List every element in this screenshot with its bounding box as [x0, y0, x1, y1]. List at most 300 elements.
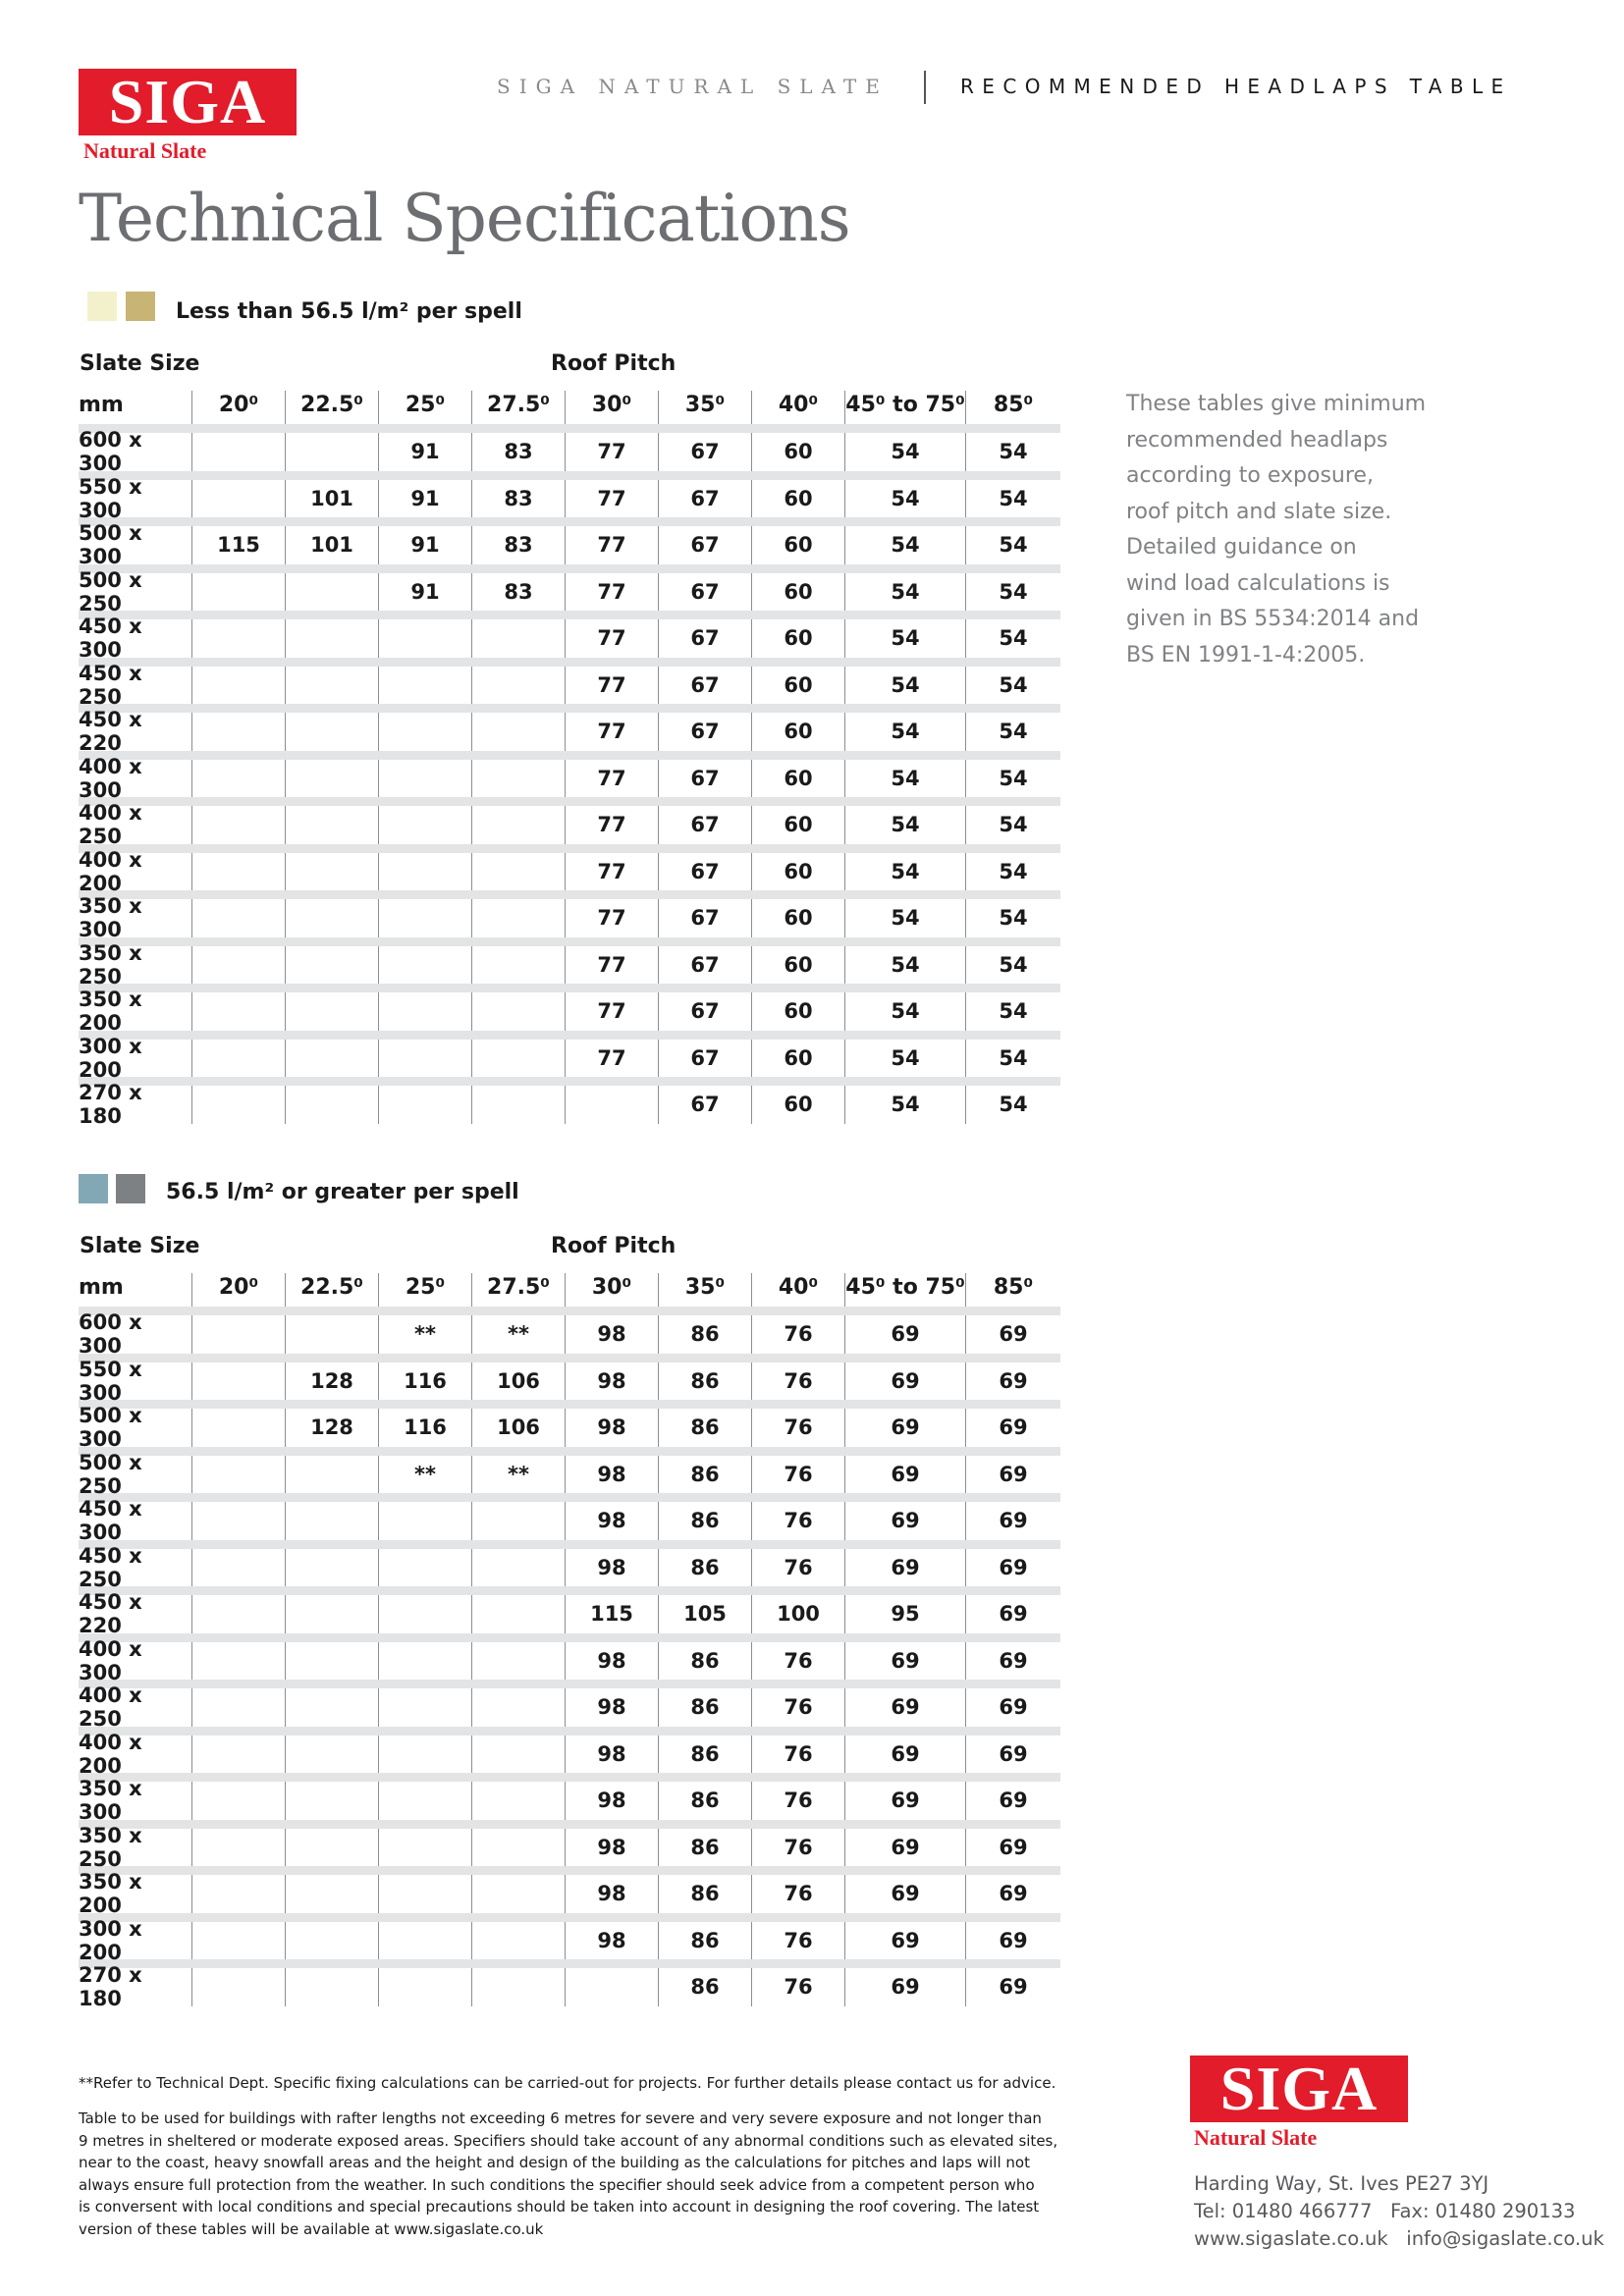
page-title: Technical Specifications	[79, 181, 850, 256]
logo-tagline: Natural Slate	[83, 138, 207, 163]
headlap-cell	[378, 1595, 471, 1633]
headlap-cell: 69	[965, 1968, 1060, 2006]
headlap-cell	[471, 760, 565, 798]
headlap-cell	[285, 1735, 378, 1774]
headlap-cell	[471, 667, 565, 705]
headlap-cell	[191, 1595, 285, 1633]
headlap-cell: 67	[658, 480, 751, 518]
slate-size-cell: 450 x 250	[79, 1543, 142, 1591]
column-header: 35⁰	[658, 391, 751, 424]
column-header: 40⁰	[751, 1273, 844, 1307]
headlap-cell	[285, 667, 378, 705]
table-body	[79, 1310, 1060, 2011]
headlap-cell	[191, 1642, 285, 1681]
headlap-cell	[378, 1968, 471, 2006]
headlap-cell: 54	[965, 1086, 1060, 1124]
headlap-cell	[378, 619, 471, 658]
footnote-line: 9 metres in sheltered or moderate exposed areas. Specifiers should take account of any abnormal conditions such as elevated sites,	[79, 2131, 1058, 2150]
headlap-cell: 76	[751, 1362, 844, 1401]
headlap-cell	[378, 713, 471, 751]
column-header: 35⁰	[658, 1273, 751, 1307]
table-row	[79, 567, 1060, 620]
headlap-cell	[285, 1595, 378, 1633]
headlap-cell	[191, 899, 285, 937]
headlap-cell	[378, 946, 471, 985]
headlap-cell: 60	[751, 853, 844, 891]
headlap-cell: 98	[565, 1688, 658, 1727]
headlap-cell: 77	[565, 946, 658, 985]
table-row	[79, 1590, 1060, 1642]
slate-size-cell: 450 x 300	[79, 614, 142, 663]
headlap-cell: **	[378, 1315, 471, 1354]
slate-size-cell: 450 x 250	[79, 661, 142, 709]
column-header: 85⁰	[965, 391, 1060, 424]
headlap-cell: 54	[965, 853, 1060, 891]
table-row	[79, 940, 1060, 993]
headlap-cell: 69	[844, 1688, 965, 1727]
table-row	[79, 708, 1060, 760]
headlap-cell: 67	[658, 713, 751, 751]
headlap-cell: 60	[751, 992, 844, 1031]
headlap-cell: 86	[658, 1922, 751, 1960]
headlap-cell	[191, 667, 285, 705]
slate-size-cell: 400 x 300	[79, 1636, 142, 1684]
swatch-cream	[87, 292, 117, 321]
headlap-cell	[285, 806, 378, 844]
headlap-cell	[471, 899, 565, 937]
headlap-cell: 76	[751, 1782, 844, 1820]
table-row	[79, 988, 1060, 1040]
headlap-cell	[191, 1502, 285, 1540]
headlap-cell: 69	[844, 1735, 965, 1774]
headlap-cell	[285, 1456, 378, 1494]
headlap-cell: 69	[844, 1968, 965, 2006]
table-row	[79, 1497, 1060, 1549]
slate-size-cell: 500 x 250	[79, 567, 142, 615]
headlap-cell: 69	[965, 1922, 1060, 1960]
headlap-cell	[471, 992, 565, 1031]
headlap-cell: 77	[565, 760, 658, 798]
siga-logo-top	[79, 69, 297, 164]
headlap-cell: 69	[844, 1922, 965, 1960]
footnote-line: is conversent with local conditions and special precautions should be taken into account in designing the roof covering. The latest	[79, 2198, 1040, 2216]
headlap-cell: 76	[751, 1922, 844, 1960]
headlap-cell: 67	[658, 760, 751, 798]
headlap-cell: 76	[751, 1688, 844, 1727]
footnote-line: version of these tables will be available at www.sigaslate.co.uk	[79, 2219, 544, 2238]
slate-size-cell: 350 x 300	[79, 894, 142, 942]
headlap-cell: 60	[751, 526, 844, 564]
headlap-cell	[191, 992, 285, 1031]
headlap-cell: 60	[751, 946, 844, 985]
headlap-cell: 86	[658, 1456, 751, 1494]
headlap-cell	[285, 1315, 378, 1354]
headlap-cell: 86	[658, 1642, 751, 1681]
headlap-cell	[285, 1086, 378, 1124]
table-row	[79, 1963, 1060, 2011]
headlap-cell: 77	[565, 899, 658, 937]
headlap-cell: 69	[965, 1688, 1060, 1727]
headlap-cell	[471, 806, 565, 844]
headlap-cell	[285, 1782, 378, 1820]
column-header: 45⁰ to 75⁰	[844, 1273, 965, 1307]
headlap-cell: 69	[965, 1595, 1060, 1633]
headlap-cell: 86	[658, 1502, 751, 1540]
headlap-cell	[285, 760, 378, 798]
slate-size-cell: 600 x 300	[79, 1310, 142, 1359]
table-row	[79, 1636, 1060, 1689]
headlap-cell	[191, 619, 285, 658]
slate-size-cell: 350 x 200	[79, 1870, 142, 1918]
headlap-cell: 54	[965, 619, 1060, 658]
section-label-low-rainfall: Less than 56.5 l/m² per spell	[176, 299, 522, 324]
headlap-cell: 60	[751, 1040, 844, 1078]
table-super-header	[79, 1234, 1060, 1273]
headlap-cell: 86	[658, 1362, 751, 1401]
footnote-refer-technical: **Refer to Technical Dept. Specific fixing calculations can be carried-out for projects. For further details please contact us for advice.	[79, 2074, 1056, 2092]
headlap-cell	[285, 1502, 378, 1540]
headlap-cell: 98	[565, 1315, 658, 1354]
header-divider	[924, 71, 926, 104]
headlap-cell: 67	[658, 433, 751, 471]
column-header: 25⁰	[378, 391, 471, 424]
headlap-cell: 86	[658, 1549, 751, 1587]
headlap-cell	[378, 1502, 471, 1540]
table-row	[79, 1310, 1060, 1362]
headlap-cell	[191, 433, 285, 471]
column-header: 22.5⁰	[285, 391, 378, 424]
slate-size-cell: 300 x 200	[79, 1034, 142, 1082]
headlap-cell: 128	[285, 1362, 378, 1401]
headlap-cell: 83	[471, 480, 565, 518]
headlap-cell: 76	[751, 1456, 844, 1494]
side-note-line: BS EN 1991-1-4:2005.	[1126, 642, 1366, 667]
slate-size-cell: 400 x 250	[79, 801, 142, 849]
headlap-cell: 54	[965, 806, 1060, 844]
headlap-cell: 54	[965, 433, 1060, 471]
headlap-cell: 67	[658, 619, 751, 658]
headlap-cell	[191, 1922, 285, 1960]
contact-block	[1194, 2170, 1604, 2253]
table-row	[79, 1081, 1060, 1129]
headlap-cell: 77	[565, 573, 658, 612]
headlap-cell	[191, 1409, 285, 1447]
table-column-header	[79, 391, 1060, 433]
headlap-cell	[378, 853, 471, 891]
headlap-cell: 76	[751, 1502, 844, 1540]
slate-size-cell: 500 x 250	[79, 1450, 142, 1498]
logo-wordmark: SIGA	[1190, 2056, 1408, 2122]
table-column-header	[79, 1273, 1060, 1315]
headlap-cell	[471, 946, 565, 985]
side-note	[1126, 387, 1431, 673]
headlap-cell: 60	[751, 433, 844, 471]
headlap-cell	[378, 992, 471, 1031]
headlap-cell: 54	[965, 480, 1060, 518]
headlap-cell	[471, 1040, 565, 1078]
headlap-cell	[471, 1829, 565, 1867]
headlap-cell: 69	[965, 1409, 1060, 1447]
slate-size-cell: 400 x 300	[79, 754, 142, 802]
headlap-cell	[191, 480, 285, 518]
headlap-cell	[285, 853, 378, 891]
column-header: 45⁰ to 75⁰	[844, 391, 965, 424]
headlap-cell	[285, 1549, 378, 1587]
headlaps-table-low-rainfall	[79, 351, 1060, 1129]
headlap-cell: 95	[844, 1595, 965, 1633]
column-header: 20⁰	[191, 1273, 285, 1307]
slate-size-cell: 350 x 250	[79, 940, 142, 988]
table-row	[79, 661, 1060, 714]
headlap-cell	[285, 992, 378, 1031]
slate-size-cell: 500 x 300	[79, 521, 142, 569]
headlap-cell	[285, 1642, 378, 1681]
headlap-cell: 69	[844, 1409, 965, 1447]
slate-size-cell: 400 x 200	[79, 847, 142, 895]
headlap-cell: 101	[285, 480, 378, 518]
headlap-cell: 100	[751, 1595, 844, 1633]
headlap-cell	[471, 853, 565, 891]
headlap-cell: 54	[844, 806, 965, 844]
headlap-cell: 54	[844, 899, 965, 937]
slate-size-cell: 600 x 300	[79, 428, 142, 476]
headlap-cell	[191, 806, 285, 844]
headlap-cell	[471, 1735, 565, 1774]
headlap-cell	[471, 1549, 565, 1587]
side-note-line: Detailed guidance on	[1126, 535, 1357, 560]
headlap-cell	[285, 899, 378, 937]
headlap-cell: 69	[844, 1549, 965, 1587]
headlap-cell	[378, 1735, 471, 1774]
headlap-cell	[285, 1968, 378, 2006]
headlap-cell	[471, 1086, 565, 1124]
headlap-cell: 77	[565, 713, 658, 751]
side-note-line: according to exposure,	[1126, 463, 1374, 488]
headlap-cell: **	[471, 1456, 565, 1494]
headlap-cell	[191, 1040, 285, 1078]
headlap-cell: 77	[565, 526, 658, 564]
headlap-cell: 69	[965, 1642, 1060, 1681]
headlap-cell	[285, 573, 378, 612]
table-row	[79, 1404, 1060, 1456]
headlap-cell: 69	[965, 1315, 1060, 1354]
headlap-cell: 69	[965, 1782, 1060, 1820]
headlap-cell	[285, 713, 378, 751]
table-row	[79, 614, 1060, 667]
headlap-cell: 69	[844, 1642, 965, 1681]
headlap-cell: 128	[285, 1409, 378, 1447]
headlap-cell	[378, 1922, 471, 1960]
headlap-cell: 76	[751, 1549, 844, 1587]
headlap-cell	[191, 1362, 285, 1401]
headlap-cell: 54	[844, 946, 965, 985]
headlap-cell: 69	[965, 1456, 1060, 1494]
headlap-cell: 86	[658, 1968, 751, 2006]
headlap-cell	[191, 760, 285, 798]
headlap-cell: 91	[378, 480, 471, 518]
headlap-cell: 76	[751, 1315, 844, 1354]
column-header: 30⁰	[565, 391, 658, 424]
slate-size-cell: 270 x 180	[79, 1081, 142, 1129]
headlap-cell: 77	[565, 806, 658, 844]
headlap-cell	[191, 946, 285, 985]
slate-size-cell: 350 x 250	[79, 1823, 142, 1871]
headlap-cell: 86	[658, 1782, 751, 1820]
headlap-cell: 60	[751, 619, 844, 658]
headlap-cell: 60	[751, 760, 844, 798]
headlap-cell: 98	[565, 1362, 658, 1401]
headlap-cell	[471, 1782, 565, 1820]
side-note-line: given in BS 5534:2014 and	[1126, 607, 1420, 631]
column-header: 20⁰	[191, 391, 285, 424]
table-row	[79, 428, 1060, 480]
headlap-cell: 54	[844, 853, 965, 891]
table-row	[79, 1543, 1060, 1596]
headlap-cell: 69	[844, 1875, 965, 1913]
side-note-line: recommended headlaps	[1126, 427, 1388, 453]
footnote-line: always ensure full protection from the weather. In such conditions the specifier should seek advice from a competent person who	[79, 2175, 1035, 2194]
table-body	[79, 428, 1060, 1129]
headlap-cell	[191, 1968, 285, 2006]
roof-pitch-label: Roof Pitch	[551, 351, 677, 376]
slate-size-cell: 450 x 220	[79, 1590, 142, 1638]
headlap-cell	[285, 946, 378, 985]
table-row	[79, 1034, 1060, 1087]
headlap-cell	[378, 1688, 471, 1727]
headlap-cell: 77	[565, 853, 658, 891]
headlap-cell: 54	[844, 992, 965, 1031]
headlap-cell: 67	[658, 526, 751, 564]
contact-address: Harding Way, St. Ives PE27 3YJ	[1194, 2172, 1489, 2195]
headlap-cell: 60	[751, 667, 844, 705]
slate-size-cell: 450 x 300	[79, 1497, 142, 1545]
headlap-cell: 77	[565, 433, 658, 471]
headlap-cell: 86	[658, 1409, 751, 1447]
header-brand: SIGA NATURAL SLATE	[497, 75, 889, 98]
slate-size-cell: 350 x 300	[79, 1777, 142, 1825]
headlap-cell: 69	[844, 1502, 965, 1540]
headlap-cell	[191, 853, 285, 891]
headlap-cell: 54	[844, 713, 965, 751]
headlap-cell	[471, 1968, 565, 2006]
header-document-title: RECOMMENDED HEADLAPS TABLE	[960, 75, 1512, 98]
table-row	[79, 1357, 1060, 1410]
headlap-cell: 91	[378, 573, 471, 612]
headlap-cell: 83	[471, 526, 565, 564]
headlap-cell: 116	[378, 1409, 471, 1447]
slate-size-cell: 550 x 300	[79, 1357, 142, 1405]
column-header: 30⁰	[565, 1273, 658, 1307]
headlap-cell	[565, 1968, 658, 2006]
headlap-cell: 60	[751, 480, 844, 518]
column-header: 25⁰	[378, 1273, 471, 1307]
table-row	[79, 894, 1060, 946]
headlap-cell: 77	[565, 667, 658, 705]
headlap-cell: 54	[965, 760, 1060, 798]
headlap-cell: **	[378, 1456, 471, 1494]
headlap-cell	[565, 1086, 658, 1124]
headlap-cell: 115	[565, 1595, 658, 1633]
headlap-cell: 69	[844, 1315, 965, 1354]
headlap-cell: 98	[565, 1456, 658, 1494]
headlap-cell	[191, 1875, 285, 1913]
headlap-cell: 54	[965, 713, 1060, 751]
headlap-cell: 67	[658, 1040, 751, 1078]
headlap-cell: 54	[965, 526, 1060, 564]
table-row	[79, 1823, 1060, 1876]
table-row	[79, 1683, 1060, 1735]
headlap-cell: 54	[965, 992, 1060, 1031]
table-super-header	[79, 351, 1060, 391]
headlap-cell: 76	[751, 1875, 844, 1913]
column-header: 27.5⁰	[471, 391, 565, 424]
headlap-cell	[191, 1688, 285, 1727]
headlap-cell: 54	[844, 573, 965, 612]
footnote-line: near to the coast, heavy snowfall areas and the height and design of the building as the calculations for pitches and laps will not	[79, 2154, 1030, 2171]
headlap-cell	[285, 1688, 378, 1727]
headlap-cell: **	[471, 1315, 565, 1354]
headlap-cell	[471, 1502, 565, 1540]
slate-size-label: Slate Size	[80, 351, 200, 376]
column-header: 85⁰	[965, 1273, 1060, 1307]
slate-size-cell: 270 x 180	[79, 1963, 142, 2011]
swatch-grey	[116, 1174, 145, 1203]
headlap-cell: 67	[658, 992, 751, 1031]
headlap-cell: 67	[658, 946, 751, 985]
headlap-cell: 83	[471, 433, 565, 471]
headlap-cell: 54	[965, 899, 1060, 937]
headlap-cell: 69	[844, 1362, 965, 1401]
headlap-cell: 54	[844, 619, 965, 658]
headlap-cell	[378, 1875, 471, 1913]
table-row	[79, 1777, 1060, 1829]
footnote-usage-conditions	[79, 2108, 1100, 2240]
slate-size-cell: 500 x 300	[79, 1404, 142, 1452]
slate-size-cell: 350 x 200	[79, 988, 142, 1036]
headlap-cell: 98	[565, 1409, 658, 1447]
headlap-cell: 54	[965, 1040, 1060, 1078]
headlap-cell	[191, 1456, 285, 1494]
slate-size-cell: 450 x 220	[79, 708, 142, 756]
headlap-cell: 69	[844, 1782, 965, 1820]
headlap-cell: 67	[658, 899, 751, 937]
headlap-cell	[191, 713, 285, 751]
headlap-cell: 83	[471, 573, 565, 612]
headlaps-table-high-rainfall	[79, 1234, 1060, 2011]
headlap-cell: 101	[285, 526, 378, 564]
headlap-cell: 69	[965, 1829, 1060, 1867]
headlap-cell	[378, 1040, 471, 1078]
swatch-gold	[126, 292, 155, 321]
headlap-cell: 54	[844, 433, 965, 471]
table-row	[79, 801, 1060, 853]
headlap-cell: 77	[565, 480, 658, 518]
table-row	[79, 754, 1060, 807]
headlap-cell	[285, 1875, 378, 1913]
headlap-cell	[471, 713, 565, 751]
headlap-cell: 54	[844, 526, 965, 564]
headlap-cell	[191, 1782, 285, 1820]
headlap-cell: 76	[751, 1409, 844, 1447]
column-header: 40⁰	[751, 391, 844, 424]
headlap-cell	[191, 1315, 285, 1354]
headlap-cell: 69	[965, 1502, 1060, 1540]
headlap-cell	[191, 1829, 285, 1867]
headlap-cell	[378, 1549, 471, 1587]
headlap-cell	[285, 1829, 378, 1867]
headlap-cell: 69	[965, 1549, 1060, 1587]
contact-web-email[interactable]: www.sigaslate.co.uk info@sigaslate.co.uk	[1194, 2227, 1604, 2250]
